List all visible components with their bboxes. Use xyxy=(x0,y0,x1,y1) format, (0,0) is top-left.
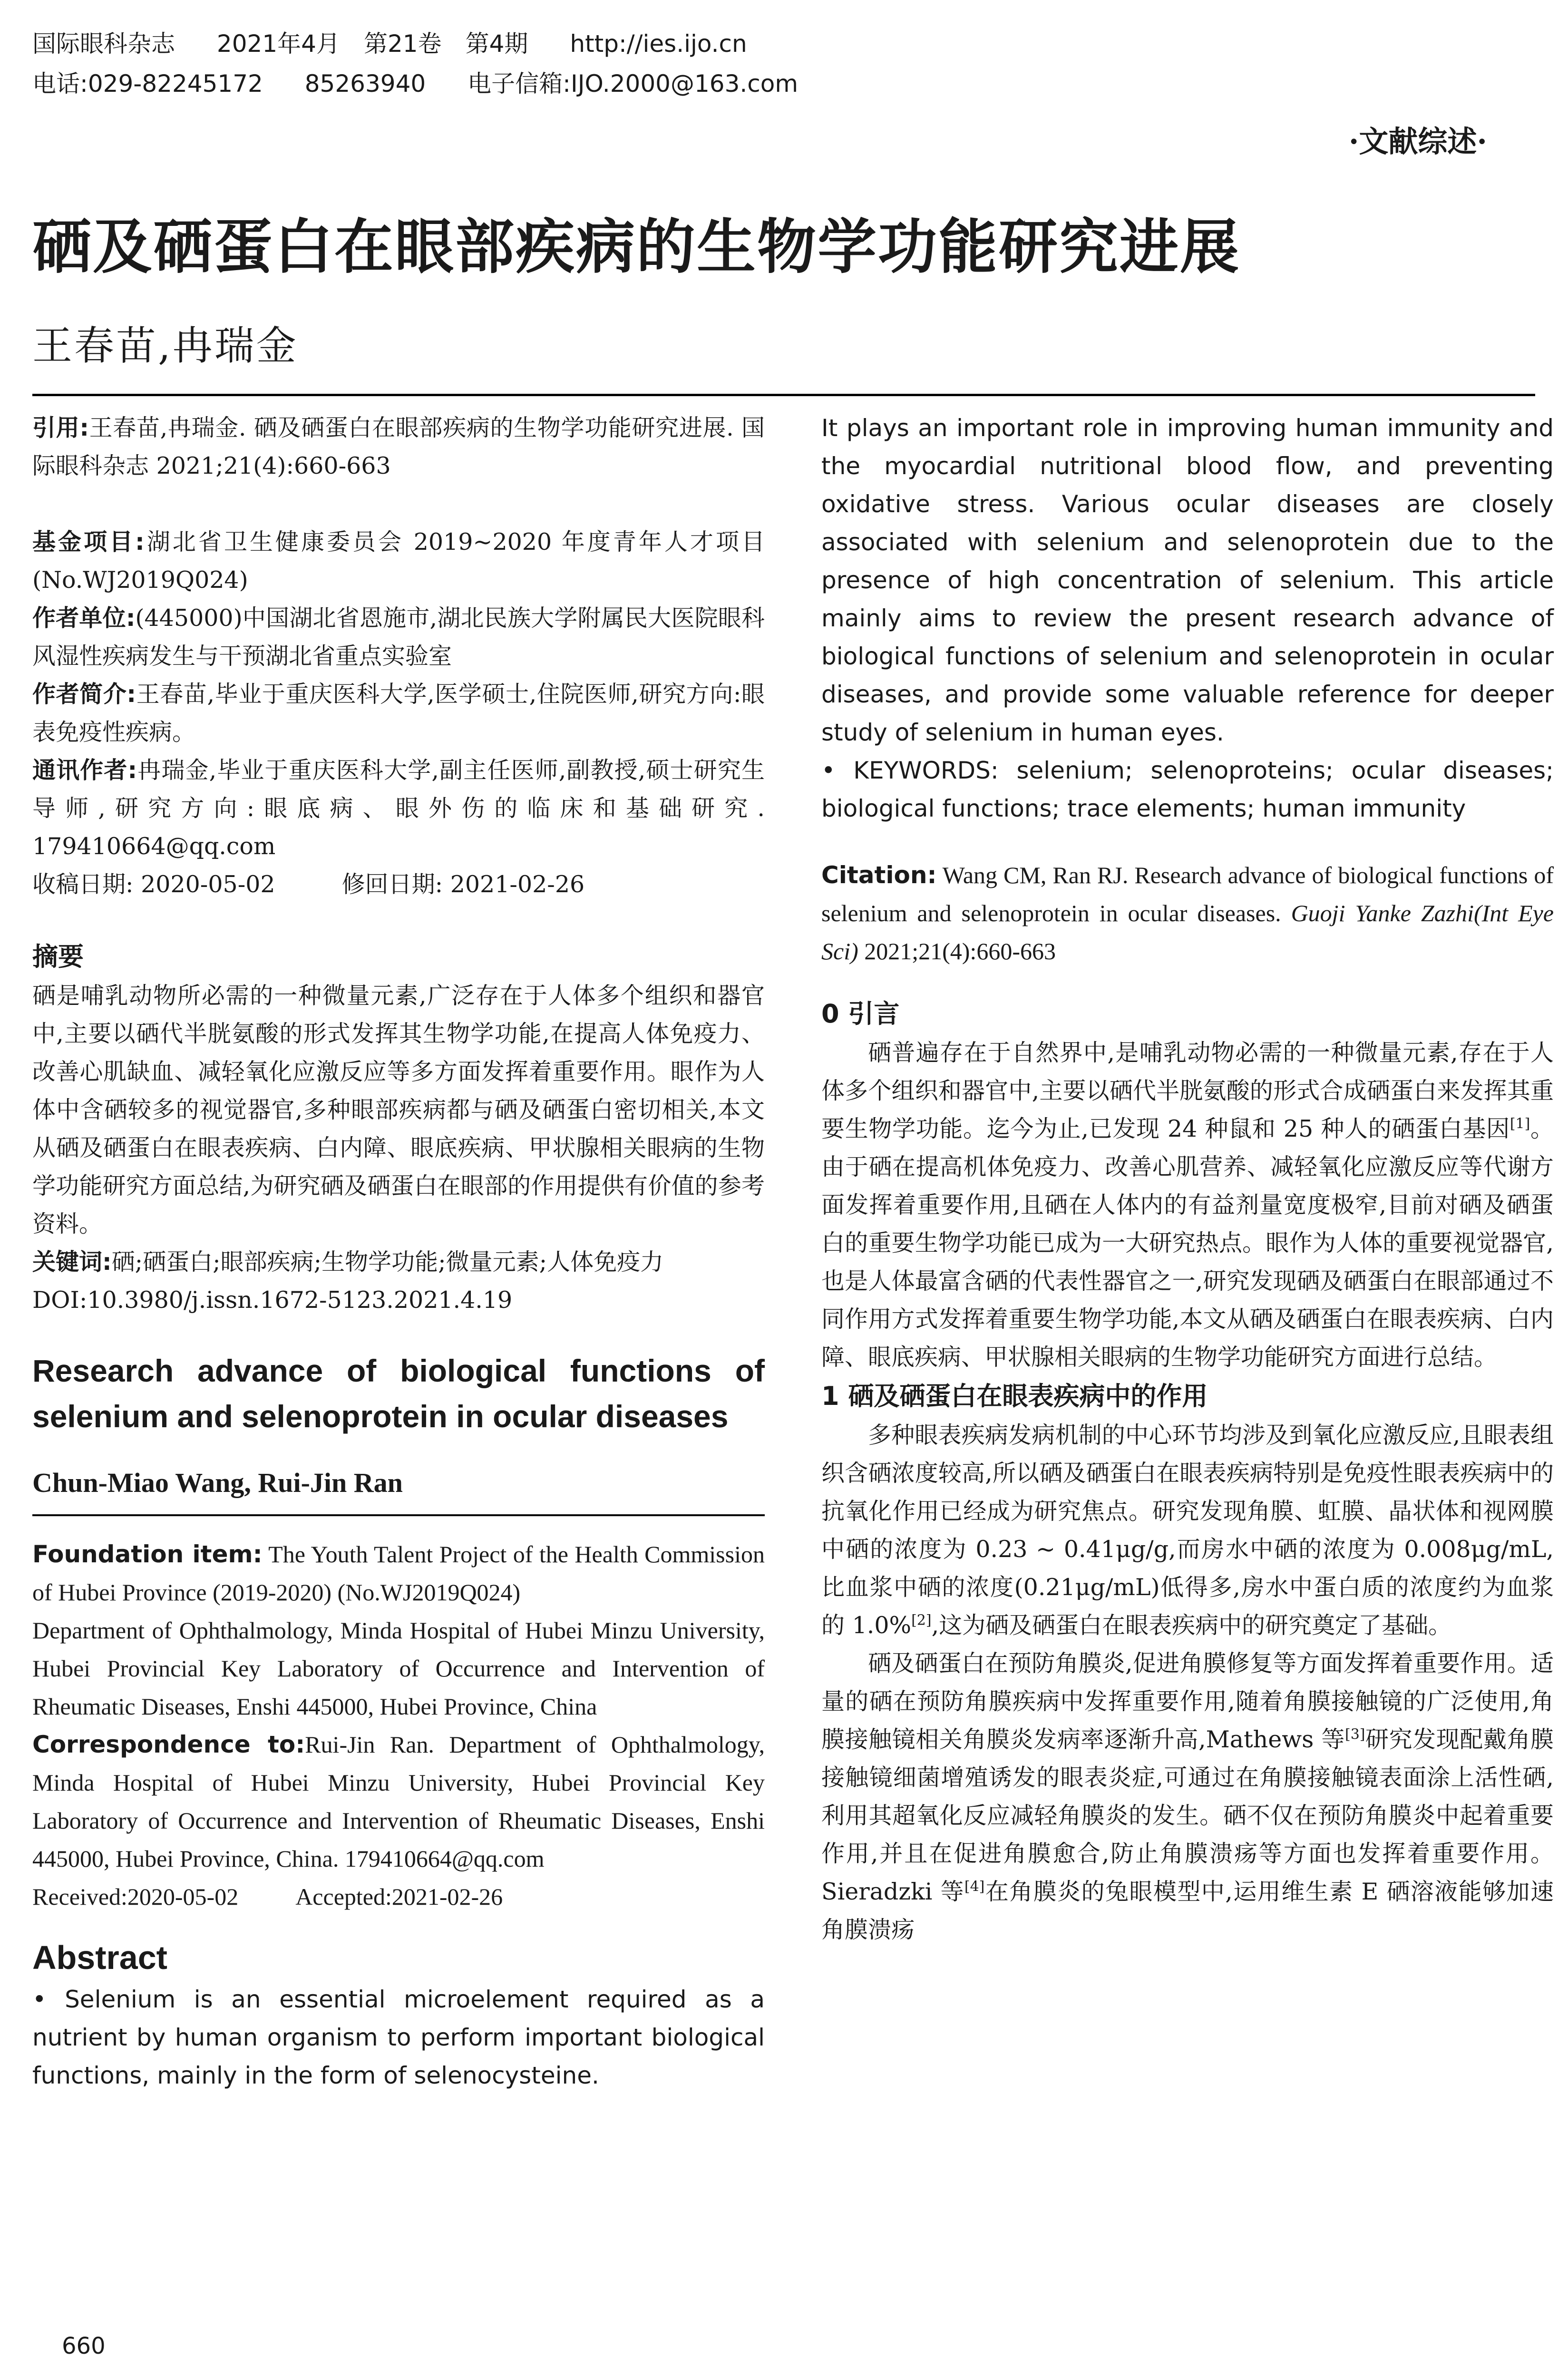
citation-en: Citation: Wang CM, Ran RJ. Research advance of biological functions of selenium and selenoprotein in ocular diseases. Guoji Yanke Zazhi(Int Eye Sci) 2021;21(4):660-663 xyxy=(821,861,1554,964)
reference-1[interactable]: [1] xyxy=(1510,1115,1530,1132)
corresponding-author: 通讯作者:冉瑞金,毕业于重庆医科大学,副主任医师,副教授,硕士研究生导师,研究方向:眼底病、眼外伤的临床和基础研究. 179410664@qq.com xyxy=(32,757,765,860)
telephone-2: 85263940 xyxy=(304,70,426,97)
intro-heading: 0 引言 xyxy=(821,999,900,1029)
dates-en: Received:2020-05-02 Accepted:2021-02-26 xyxy=(32,1883,503,1910)
reference-2[interactable]: [2] xyxy=(911,1612,932,1629)
email: 电子信箱:IJO.2000@163.com xyxy=(467,70,799,97)
citation-cn: 引用:王春苗,冉瑞金. 硒及硒蛋白在眼部疾病的生物学功能研究进展. 国际眼科杂志 2021;21(4):660-663 xyxy=(32,414,765,479)
section-tag: ·文献综述· xyxy=(1348,124,1487,159)
journal-header xyxy=(32,24,832,104)
english-title: Research advance of biological functions of selenium and selenoprotein in ocular diseases xyxy=(32,1353,765,1434)
left-column xyxy=(32,409,765,2094)
keywords-en: • KEYWORDS: selenium; selenoproteins; ocular diseases; biological functions; trace elements; human immunity xyxy=(821,757,1554,822)
abstract-en-start: • Selenium is an essential microelement required as a nutrient by human organism to perform important biological functions, mainly in the form of selenocysteine. xyxy=(32,1986,765,2089)
section-1-paragraph-1: 多种眼表疾病发病机制的中心环节均涉及到氧化应激反应,且眼表组织含硒浓度较高,所以硒及硒蛋白在眼表疾病特别是免疫性眼表疾病中的抗氧化作用已经成为研究焦点。研究发现角膜、虹膜、晶状体和视网膜中硒的浓度为 0.23 ~ 0.41μg/g,而房水中硒的浓度为 0.008μg/mL,比血浆中硒的浓度(0.21μg/mL)低得多,房水中蛋白质的浓度约为血浆的 1.0%[2],这为硒及硒蛋白在眼表疾病中的研究奠定了基础。 xyxy=(821,1422,1554,1639)
reference-4[interactable]: [4] xyxy=(964,1878,985,1895)
right-column xyxy=(821,409,1554,1949)
section-1-paragraph-2: 硒及硒蛋白在预防角膜炎,促进角膜修复等方面发挥着重要作用。适量的硒在预防角膜疾病中发挥重要作用,随着角膜接触镜的广泛使用,角膜接触镜相关角膜炎发病率逐渐升高,Mathews 等[3]研究发现配戴角膜接触镜细菌增殖诱发的眼表炎症,可通过在角膜接触镜表面涂上活性硒,利用其超氧化反应减轻角膜炎的发生。硒不仅在预防角膜炎中起着重要作用,并且在促进角膜愈合,防止角膜溃疡等方面也发挥着重要作用。Sieradzki 等[4]在角膜炎的兔眼模型中,运用维生素 E 硒溶液能够加速角膜溃疡 xyxy=(821,1650,1554,1943)
english-authors: Chun-Miao Wang, Rui-Jin Ran xyxy=(32,1467,403,1498)
issue-info: 2021年4月 第21卷 第4期 xyxy=(216,30,528,58)
article-title: 硒及硒蛋白在眼部疾病的生物学功能研究进展 xyxy=(32,213,1241,282)
keywords-cn: 关键词:硒;硒蛋白;眼部疾病;生物学功能;微量元素;人体免疫力 xyxy=(32,1248,664,1276)
abstract-heading-en: Abstract xyxy=(32,1939,167,1976)
author-bio: 作者简介:王春苗,毕业于重庆医科大学,医学硕士,住院医师,研究方向:眼表免疫性疾病。 xyxy=(32,681,765,746)
foundation-item: Foundation item: The Youth Talent Project of the Health Commission of Hubei Province (2019-2020) (No.WJ2019Q024) xyxy=(32,1540,765,1606)
section-1-heading: 1 硒及硒蛋白在眼表疾病中的作用 xyxy=(821,1381,1208,1411)
department: Department of Ophthalmology, Minda Hospital of Hubei Minzu University, Hubei Provincial Key Laboratory of Occurrence and Intervention of Rheumatic Diseases, Enshi 445000, Hubei Province, China xyxy=(32,1617,765,1720)
journal-url[interactable]: http://ies.ijo.cn xyxy=(570,30,747,58)
abstract-cn: 硒是哺乳动物所必需的一种微量元素,广泛存在于人体多个组织和器官中,主要以硒代半胱氨酸的形式发挥其生物学功能,在提高人体免疫力、改善心肌缺血、减轻氧化应激反应等多方面发挥着重要作用。眼作为人体中含硒较多的视觉器官,多种眼部疾病都与硒及硒蛋白密切相关,本文从硒及硒蛋白在眼表疾病、白内障、眼底疾病、甲状腺相关眼病的生物学功能研究方面总结,为研究硒及硒蛋白在眼部的作用提供有价值的参考资料。 xyxy=(32,982,765,1237)
abstract-en-continued: It plays an important role in improving human immunity and the myocardial nutritional blood flow, and preventing oxidative stress. Various ocular diseases are closely associated with selenium and selenoprotein due to the presence of high concentration of selenium. This article mainly aims to review the present research advance of biological functions of selenium and selenoprotein in ocular diseases, and provide some valuable reference for deeper study of selenium in human eyes. xyxy=(821,414,1554,746)
correspondence: Correspondence to:Rui-Jin Ran. Department of Ophthalmology, Minda Hospital of Hubei Minzu University, Hubei Provincial Key Laboratory of Occurrence and Intervention of Rheumatic Diseases, Enshi 445000, Hubei Province, China. 179410664@qq.com xyxy=(32,1731,765,1872)
top-rule xyxy=(32,394,1535,396)
author-list: 王春苗,冉瑞金 xyxy=(32,322,298,369)
abstract-heading-cn: 摘要 xyxy=(32,942,84,972)
telephone: 电话:029-82245172 xyxy=(32,70,263,97)
doi: DOI:10.3980/j.issn.1672-5123.2021.4.19 xyxy=(32,1286,513,1314)
dates-cn: 收稿日期: 2020-05-02 修回日期: 2021-02-26 xyxy=(32,871,585,898)
page-number: 660 xyxy=(62,2333,106,2359)
fund-info: 基金项目:湖北省卫生健康委员会 2019~2020 年度青年人才项目(No.WJ2019Q024) xyxy=(32,528,765,594)
journal-name: 国际眼科杂志 xyxy=(32,30,175,58)
reference-3[interactable]: [3] xyxy=(1345,1726,1365,1743)
authors-rule xyxy=(32,1514,765,1516)
author-unit: 作者单位:(445000)中国湖北省恩施市,湖北民族大学附属民大医院眼科 风湿性疾病发生与干预湖北省重点实验室 xyxy=(32,604,765,670)
intro-paragraph: 硒普遍存在于自然界中,是哺乳动物必需的一种微量元素,存在于人体多个组织和器官中,主要以硒代半胱氨酸的形式合成硒蛋白来发挥其重要生物学功能。迄今为止,已发现 24 种鼠和 25 种人的硒蛋白基因[1]。由于硒在提高机体免疫力、改善心肌营养、减轻氧化应激反应等代谢方面发挥着重要作用,且硒在人体内的有益剂量宽度极窄,目前对硒及硒蛋白的重要生物学功能已成为一大研究热点。眼作为人体的重要视觉器官,也是人体最富含硒的代表性器官之一,研究发现硒及硒蛋白在眼部通过不同作用方式发挥着重要生物学功能,本文从硒及硒蛋白在眼表疾病、白内障、眼底疾病、甲状腺相关眼病的生物学功能研究方面进行总结。 xyxy=(821,1039,1554,1371)
